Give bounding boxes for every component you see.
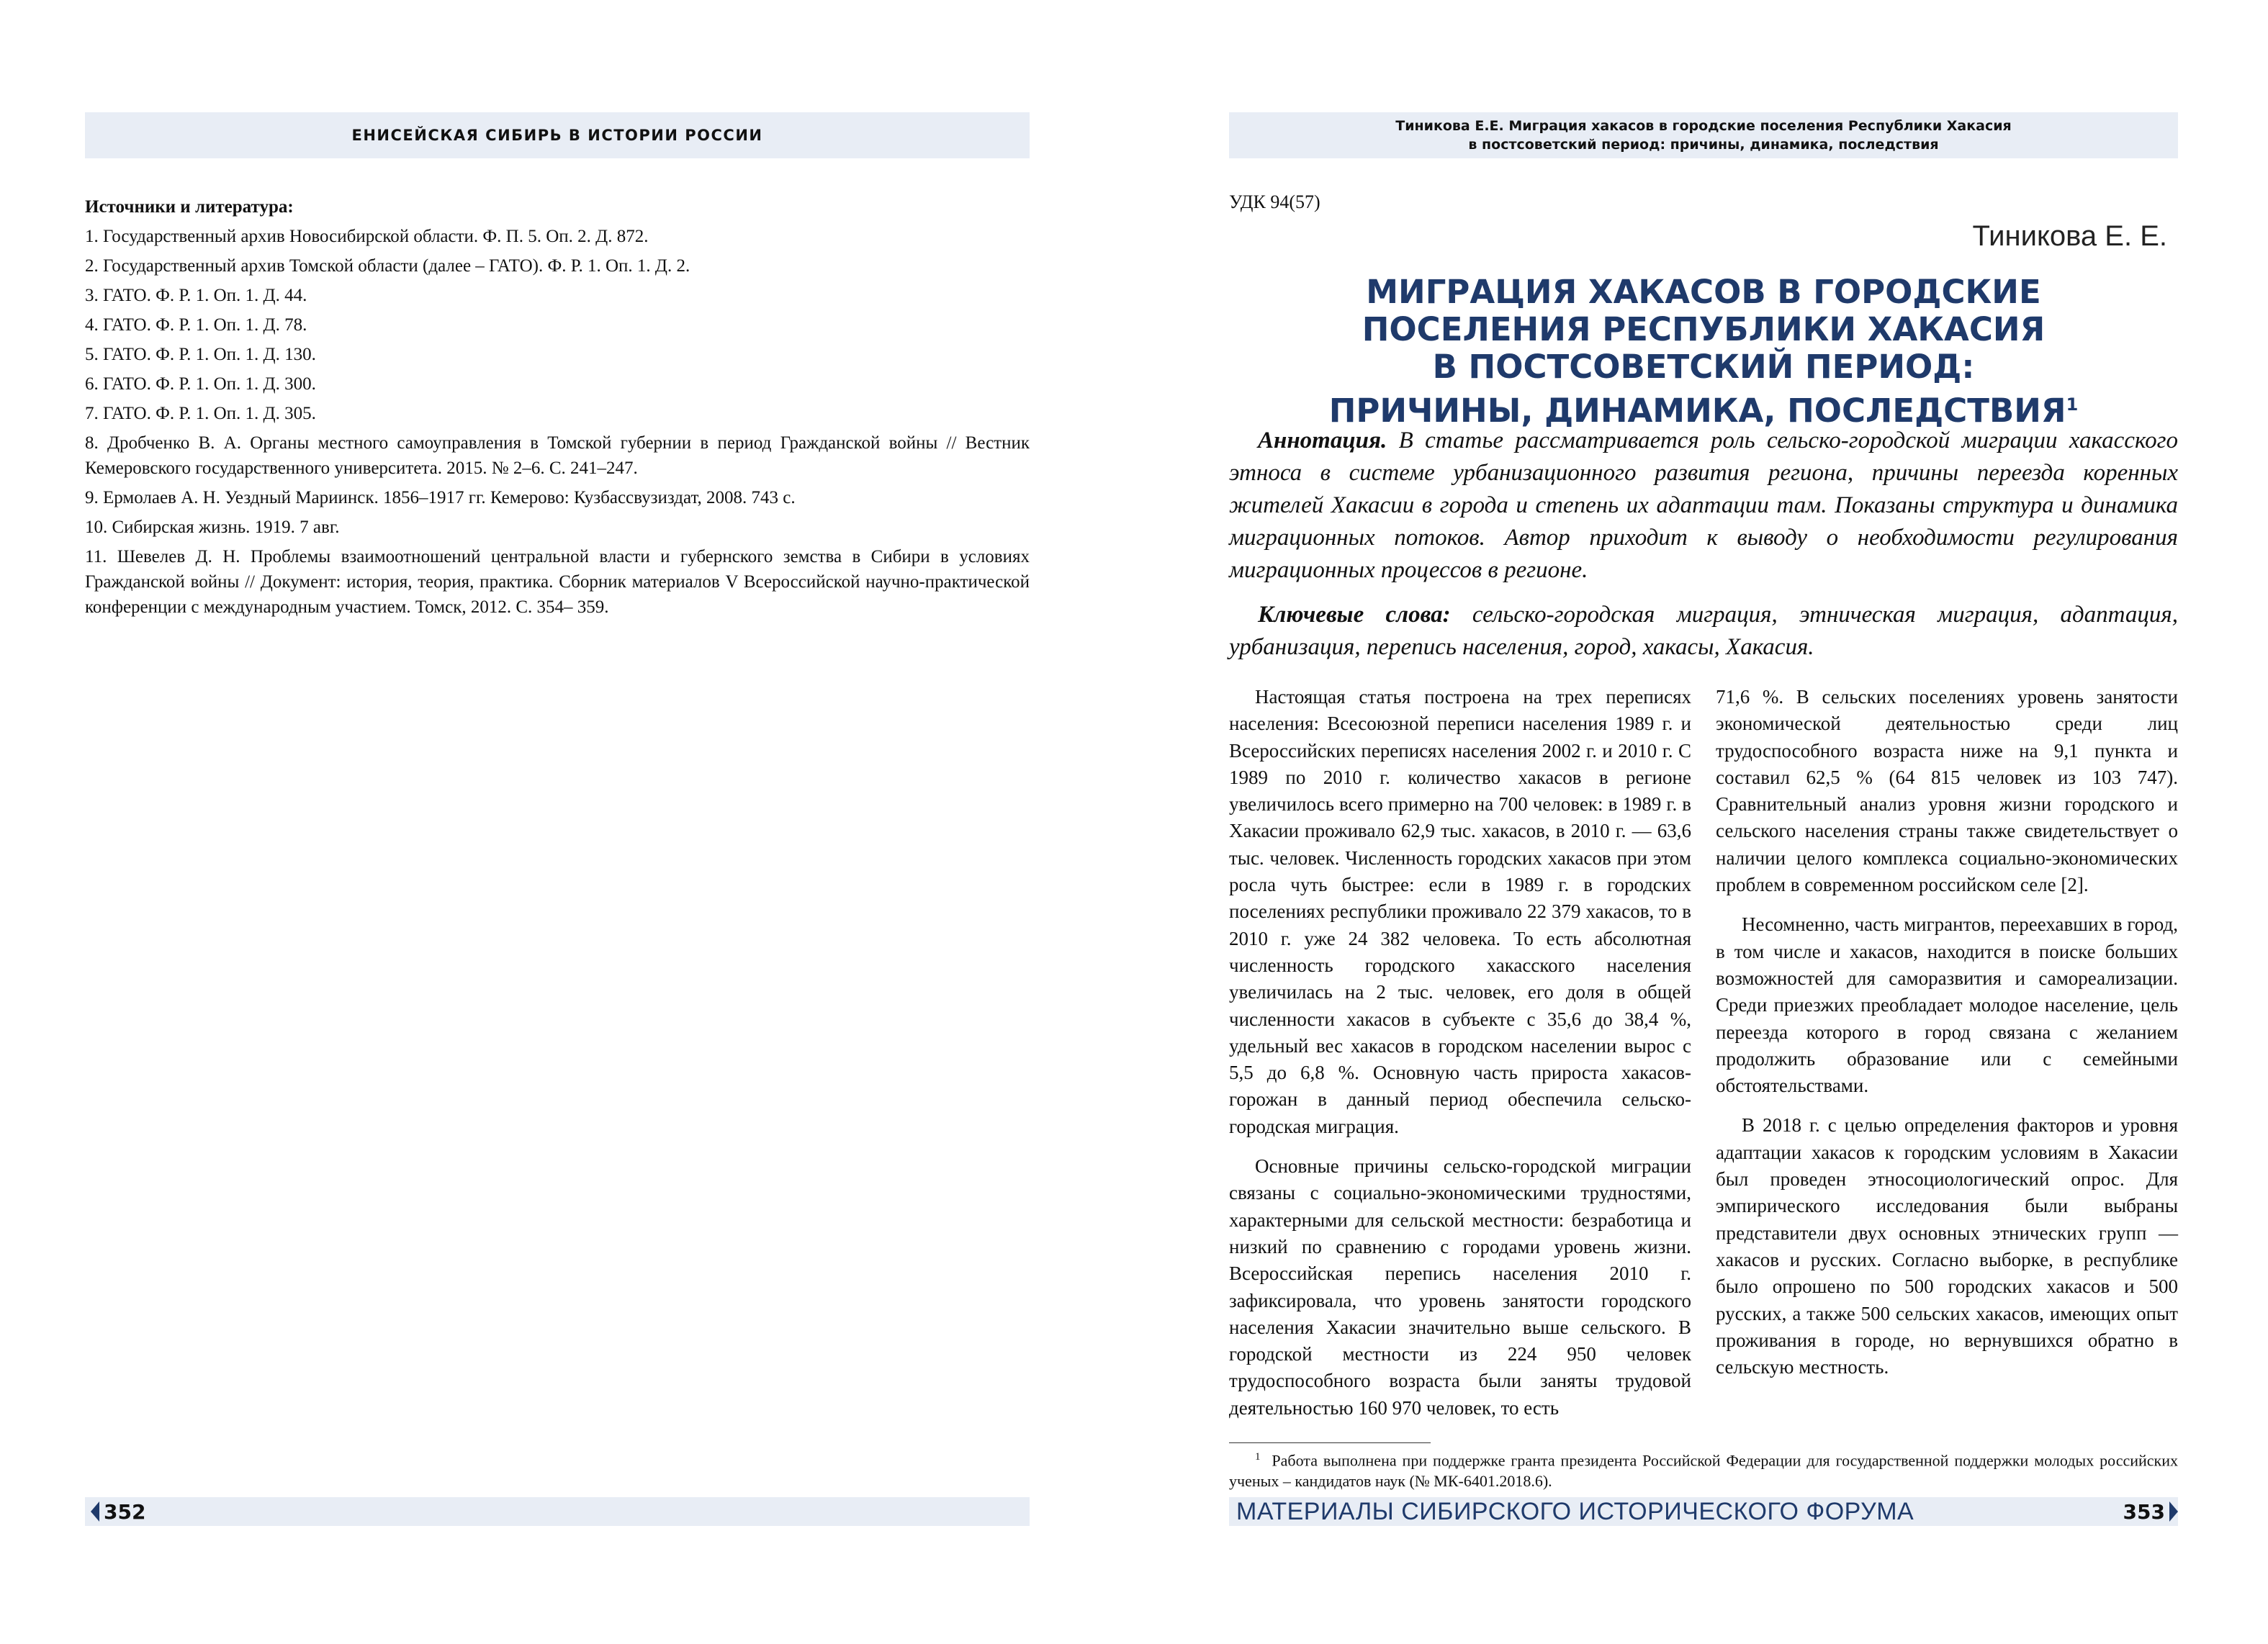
reference-item: 3. ГАТО. Ф. Р. 1. Оп. 1. Д. 44. [85,286,307,305]
author-name: Тиникова Е. Е. [1972,220,2167,252]
title-footnote-mark: 1 [2066,394,2079,415]
body-column-2 [1716,684,2178,1394]
paragraph: В 2018 г. с целью определения факторов и уровня адаптации хакасов к городским условиям в Хакасии был проведен этносоциологический опрос. Для эмпирического исследования были выбраны представители двух основных этнических групп — хакасов и русских. Согласно выборке, в республике было опрошено по 500 городских хакасов и 500 русских, а также 500 сельских хакасов, имеющих опыт проживания в городе, но вернувшихся обратно в сельскую местность. [1716,1114,2178,1378]
article-title [1229,274,2178,430]
reference-item: 10. Сибирская жизнь. 1919. 7 авг. [85,518,340,537]
journal-name: МАТЕРИАЛЫ СИБИРСКОГО ИСТОРИЧЕСКОГО ФОРУМА [1236,1497,1914,1525]
reference-item: 7. ГАТО. Ф. Р. 1. Оп. 1. Д. 305. [85,404,316,423]
title-line: ПРИЧИНЫ, ДИНАМИКА, ПОСЛЕДСТВИЯ$^1$ [1328,392,2079,430]
paragraph: Основные причины сельско-городской миграции связаны с социально-экономическими трудностями, характерными для сельской местности: безработица и низкий по сравнению с городами уровень жизни. Всероссийская перепись населения 2010 г. зафиксировала, что уровень занятости городского населения Хакасии значительно выше сельского. В городской местности из 224 950 человек трудоспособного возраста были заняты трудовой деятельностью 160 970 человек, то есть [1229,1155,1691,1419]
title-line: ПОСЕЛЕНИЯ РЕСПУБЛИКИ ХАКАСИЯ [1362,310,2046,348]
arrow-right-icon [2169,1501,2178,1522]
paragraph: Настоящая статья построена на трех переписях населения: Всесоюзной переписи населения 1989 г. и Всероссийских переписях населения 2002 г. и 2010 г. С 1989 по 2010 г. количество хакасов в регионе увеличилось всего примерно на 700 человек: в 1989 г. в Хакасии проживало 62,9 тыс. хакасов, в 2010 г. — 63,6 тыс. человек. Численность городских хакасов при этом росла чуть быстрее: если в 1989 г. в городских поселениях республики проживало 22 379 хакасов, то в 2010 г. уже 24 382 человека. То есть абсолютная численность городского хакасского населения увеличилась на 2 тыс. человек, его доля в общей численности хакасов в субъекте с 35,6 до 38,4 %, удельный вес хакасов в городском населении вырос с 5,5 до 6,8 %. Основную часть прироста хакасов-горожан в данный период обеспечила сельско-городская миграция. [1229,686,1691,1137]
reference-item: 1. Государственный архив Новосибирской области. Ф. П. 5. Оп. 2. Д. 872. [85,227,649,246]
running-header-line2: в постсоветский период: причины, динамика, последствия [1468,137,1939,153]
paragraph: 71,6 %. В сельских поселениях уровень занятости экономической деятельностью среди лиц трудоспособного возраста ниже на 9,1 пункта и составил 62,5 % (64 815 человек из 103 747). Сравнительный анализ уровня жизни городского и сельского населения страны также свидетельствует о наличии целого комплекса социально-экономических проблем в современном российском селе [2]. [1716,686,2178,896]
reference-item: 8. Дробченко В. А. Органы местного самоуправления в Томской губернии в период Гражданской войны // Вестник Кемеровского государственного университета. 2015. № 2–6. С. 241–247. [85,433,1030,478]
reference-item: 5. ГАТО. Ф. Р. 1. Оп. 1. Д. 130. [85,345,316,364]
references-section [85,194,1030,624]
keywords-text: сельско-городская миграция, этническая миграция, адаптация, урбанизация, перепись населения, город, хакасы, Хакасия. [1229,602,2178,660]
footnote [1229,1447,2178,1491]
footnote-mark: 1 [1255,1451,1261,1463]
title-line: МИГРАЦИЯ ХАКАСОВ В ГОРОДСКИЕ [1366,273,2041,311]
page-number-text: 352 [104,1499,146,1524]
running-header: ЕНИСЕЙСКАЯ СИБИРЬ В ИСТОРИИ РОССИИ [85,112,1030,158]
udk-code: УДК 94(57) [1229,191,1320,212]
references-title: Источники и литература: [85,197,294,217]
keywords-label: Ключевые слова: [1258,602,1451,628]
abstract-label: Аннотация. [1258,428,1387,453]
reference-item: 2. Государственный архив Томской области (далее – ГАТО). Ф. Р. 1. Оп. 1. Д. 2. [85,256,690,276]
body-column-1 [1229,684,1691,1435]
abstract [1229,425,2178,587]
reference-item: 4. ГАТО. Ф. Р. 1. Оп. 1. Д. 78. [85,315,307,335]
page-number-text: 353 [2123,1499,2165,1524]
keywords [1229,599,2178,664]
page-footer [85,1497,1030,1526]
footnote-divider [1229,1442,1431,1443]
arrow-left-icon [91,1501,99,1522]
page-number-left [85,1500,145,1524]
running-header-line1: Тиникова Е.Е. Миграция хакасов в городские поселения Республики Хакасия [1395,118,2012,134]
paragraph: Несомненно, часть мигрантов, переехавших в город, в том числе и хакасов, находится в поиске больших возможностей для саморазвития и самореализации. Среди приезжих преобладает молодое население, цель переезда которого в город связана с желанием продолжить образование или с семейными обстоятельствами. [1716,913,2178,1097]
running-header [1229,112,2178,158]
right-page [1134,0,2268,1644]
reference-item: 11. Шевелев Д. Н. Проблемы взаимоотношений центральной власти и губернского земства в Сибири в условиях Гражданской войны // Документ: история, теория, практика. Сборник материалов V Всероссийской научно-практической конференции с международным участием. Томск, 2012. С. 354– 359. [85,547,1030,617]
title-line: В ПОСТСОВЕТСКИЙ ПЕРИОД: [1432,348,1975,386]
reference-item: 9. Ермолаев А. Н. Уездный Мариинск. 1856–1917 гг. Кемерово: Кузбассвузиздат, 2008. 743 с. [85,488,796,507]
reference-item: 6. ГАТО. Ф. Р. 1. Оп. 1. Д. 300. [85,374,316,394]
footnote-text: Работа выполнена при поддержке гранта президента Российской Федерации для государственной поддержки молодых российских ученых – кандидатов наук (№ МК-6401.2018.6). [1229,1451,2179,1491]
page-number-right [2123,1500,2178,1524]
page-footer [1229,1497,2178,1526]
abstract-text: В статье рассматривается роль сельско-городской миграции хакасского этноса в системе урбанизационного развития региона, причины переезда коренных жителей Хакасии в города и степень их адаптации там. Показаны структура и динамика миграционных потоков. Автор приходит к выводу о необходимости регулирования миграционных процессов в регионе. [1229,428,2179,583]
